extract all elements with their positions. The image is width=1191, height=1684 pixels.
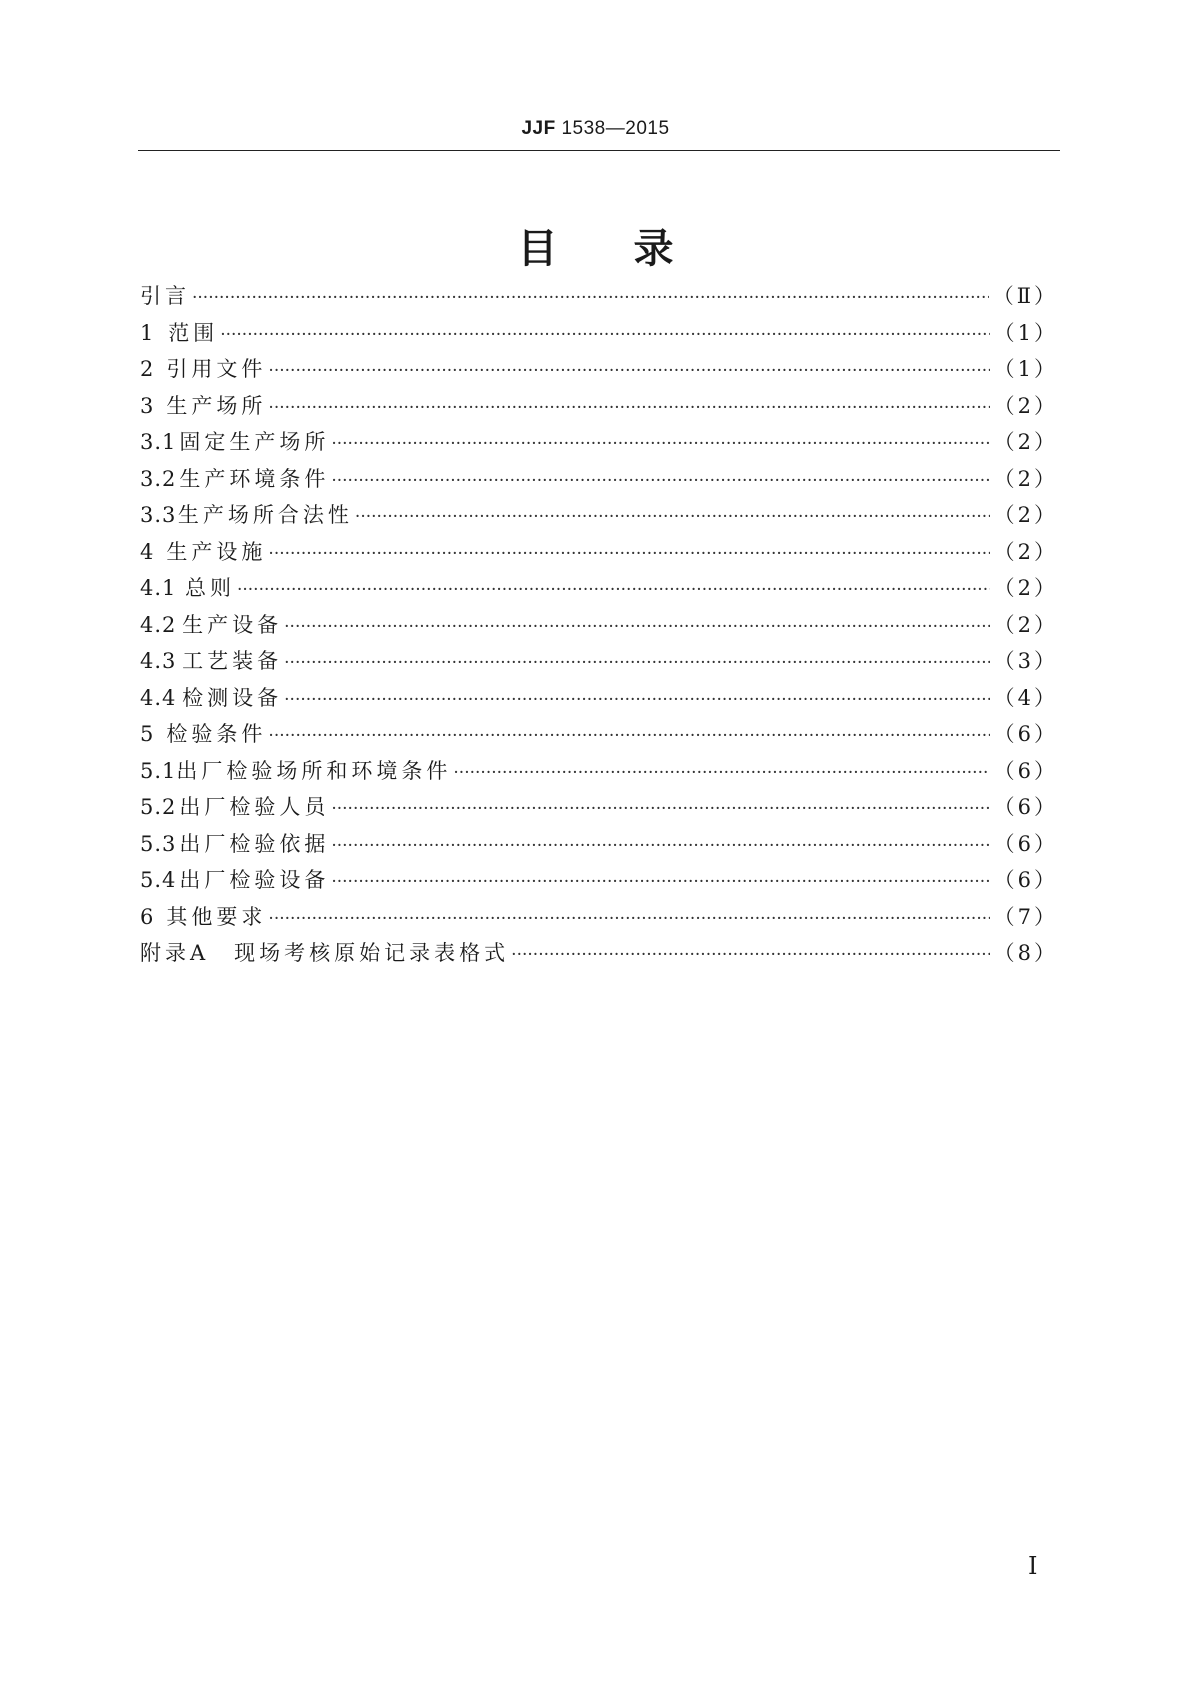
- toc-dot-leader: [284, 682, 989, 719]
- toc-entry-number: 2: [140, 357, 155, 381]
- toc-dot-leader: [511, 937, 989, 974]
- toc-entry-title: 生产环境条件: [179, 466, 330, 491]
- toc-entry-title: 工艺装备: [182, 649, 283, 673]
- toc-entry-number: 4.3: [140, 649, 177, 673]
- toc-entry-number: 4.2: [140, 612, 177, 637]
- toc-entry-number: 3: [140, 393, 155, 418]
- toc-entry-title: 检验条件: [166, 722, 267, 746]
- toc-entry-page: （2）: [993, 503, 1058, 527]
- toc-entry-title: 生产设备: [182, 612, 283, 637]
- toc-entry-title: 生产设施: [166, 539, 267, 564]
- toc-entry[interactable]: [140, 862, 1058, 899]
- toc-dot-leader: [355, 499, 990, 536]
- toc-entry-title: 生产场所合法性: [177, 503, 353, 527]
- toc-entry-page: （2）: [993, 466, 1058, 491]
- toc-entry-page: （2）: [993, 539, 1058, 564]
- toc-entry-page: （6）: [993, 758, 1058, 783]
- toc-entry-number: 5.2: [140, 795, 177, 819]
- toc-dot-leader: [192, 280, 989, 317]
- toc-entry-number: 5.3: [140, 831, 177, 856]
- toc-dot-leader: [331, 864, 989, 901]
- toc-entry-number: 5.4: [140, 868, 177, 892]
- toc-entry-page: （6）: [993, 722, 1058, 746]
- toc-entry-title: 引用文件: [166, 357, 267, 381]
- toc-entry[interactable]: [140, 351, 1058, 388]
- toc-dot-leader: [331, 828, 989, 865]
- toc-entry-page: （2）: [993, 576, 1058, 600]
- toc-entry[interactable]: [140, 643, 1058, 680]
- toc-entry-title: 总则: [184, 576, 235, 600]
- toc-title: 目录: [517, 225, 750, 272]
- toc-entry-page: （1）: [993, 357, 1058, 381]
- toc-entry[interactable]: [140, 534, 1058, 571]
- toc-entry[interactable]: [140, 461, 1058, 498]
- document-code-prefix: JJF: [521, 118, 556, 139]
- toc-entry-page: （7）: [993, 904, 1058, 929]
- toc-entry-page: （2）: [993, 430, 1058, 454]
- toc-entry-page: （6）: [993, 868, 1058, 892]
- toc-entry-number: 4.4: [140, 685, 177, 710]
- toc-entry-number: 1: [140, 320, 155, 345]
- toc-dot-leader: [268, 390, 989, 427]
- toc-dot-leader: [284, 645, 989, 682]
- toc-entry[interactable]: [140, 753, 1058, 790]
- toc-entry-page: （4）: [993, 685, 1058, 710]
- toc-entry-number: 3.3: [140, 503, 177, 527]
- document-code: [0, 118, 1191, 140]
- document-code-number: 1538—2015: [555, 118, 670, 139]
- toc-entry[interactable]: [140, 388, 1058, 425]
- toc-entry[interactable]: [140, 716, 1058, 753]
- toc-entry-number: 5.1: [140, 758, 177, 783]
- toc-dot-leader: [268, 536, 989, 573]
- toc-entry[interactable]: [140, 826, 1058, 863]
- toc-entry[interactable]: [140, 680, 1058, 717]
- toc-entry-number: 4: [140, 539, 155, 564]
- toc-entry[interactable]: [140, 278, 1058, 315]
- toc-dot-leader: [268, 718, 989, 755]
- toc-entry-title: 生产场所: [166, 393, 267, 418]
- toc-entry-title: 出厂检验人员: [179, 795, 330, 819]
- toc-entry-page: （1）: [993, 320, 1058, 345]
- toc-entry-title: 引言: [140, 284, 190, 308]
- toc-dot-leader: [237, 572, 990, 609]
- toc-entry-page: （2）: [993, 612, 1058, 637]
- toc-dot-leader: [220, 317, 989, 354]
- toc-entry-number: 3.2: [140, 466, 177, 491]
- toc-dot-leader: [284, 609, 989, 646]
- toc-entry-page: （6）: [993, 795, 1058, 819]
- toc-dot-leader: [453, 755, 989, 792]
- toc-entry[interactable]: [140, 789, 1058, 826]
- toc-entry-page: （2）: [993, 393, 1058, 418]
- table-of-contents: [140, 278, 1058, 972]
- toc-dot-leader: [331, 791, 989, 828]
- toc-entry-title: 出厂检验设备: [179, 868, 330, 892]
- toc-entry-title: 检测设备: [182, 685, 283, 710]
- header-divider: [138, 150, 1060, 151]
- toc-dot-leader: [268, 353, 989, 390]
- toc-entry-title: 固定生产场所: [179, 430, 330, 454]
- toc-entry-number: 6: [140, 904, 155, 929]
- toc-entry-title: 其他要求: [166, 904, 267, 929]
- toc-entry[interactable]: [140, 497, 1058, 534]
- toc-entry-number: 4.1: [140, 576, 177, 600]
- toc-dot-leader: [268, 901, 989, 938]
- toc-entry[interactable]: [140, 570, 1058, 607]
- toc-entry-page: （6）: [993, 831, 1058, 856]
- page-number: Ⅰ: [1028, 1552, 1038, 1580]
- toc-entry-page: （Ⅱ）: [992, 284, 1058, 308]
- toc-dot-leader: [331, 463, 989, 500]
- toc-entry[interactable]: [140, 935, 1058, 972]
- toc-entry-number: 5: [140, 722, 155, 746]
- toc-entry-title: 出厂检验依据: [179, 831, 330, 856]
- toc-entry[interactable]: [140, 899, 1058, 936]
- toc-entry-title: 范围: [168, 320, 219, 345]
- toc-entry[interactable]: [140, 315, 1058, 352]
- toc-entry-number: 3.1: [140, 430, 177, 454]
- toc-entry[interactable]: [140, 607, 1058, 644]
- toc-entry-title: 出厂检验场所和环境条件: [176, 758, 452, 783]
- toc-entry-title: 附录A 现场考核原始记录表格式: [140, 941, 510, 965]
- toc-entry-page: （3）: [993, 649, 1058, 673]
- toc-dot-leader: [331, 426, 989, 463]
- toc-entry-page: （8）: [993, 941, 1058, 965]
- toc-entry[interactable]: [140, 424, 1058, 461]
